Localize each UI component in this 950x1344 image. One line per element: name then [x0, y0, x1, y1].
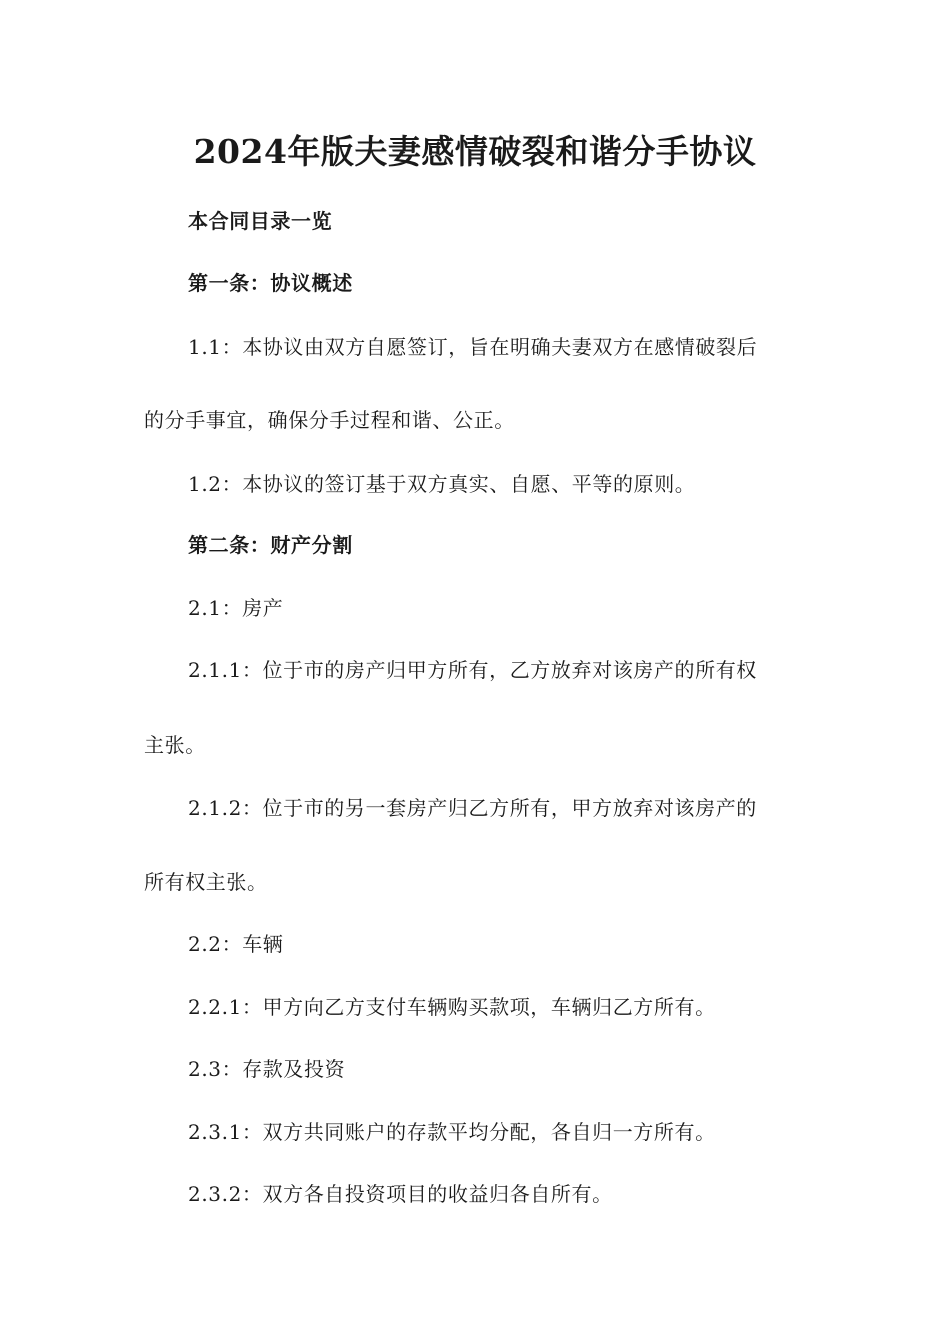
toc-heading: 本合同目录一览 [188, 209, 333, 233]
document-title: 2024年版夫妻感情破裂和谐分手协议 [193, 132, 757, 171]
clause-2-3-1: 2.3.1：双方共同账户的存款平均分配，各自归一方所有。 [188, 1120, 716, 1144]
clause-1-1-line-2: 的分手事宜，确保分手过程和谐、公正。 [144, 408, 515, 432]
clause-2-3-2: 2.3.2：双方各自投资项目的收益归各自所有。 [188, 1182, 613, 1206]
clause-2-1-2-line-1: 2.1.2：位于市的另一套房产归乙方所有，甲方放弃对该房产的 [188, 796, 757, 820]
clause-2-3: 2.3：存款及投资 [188, 1057, 346, 1081]
clause-2-2: 2.2：车辆 [188, 932, 284, 956]
article-2-heading: 第二条：财产分割 [188, 533, 353, 557]
clause-1-2: 1.2：本协议的签订基于双方真实、自愿、平等的原则。 [188, 472, 696, 496]
clause-2-1-1-line-1: 2.1.1：位于市的房产归甲方所有，乙方放弃对该房产的所有权 [188, 658, 757, 682]
clause-2-1-1-line-2: 主张。 [144, 733, 206, 757]
clause-1-1-line-1: 1.1：本协议由双方自愿签订，旨在明确夫妻双方在感情破裂后 [188, 335, 758, 359]
clause-2-2-1: 2.2.1：甲方向乙方支付车辆购买款项，车辆归乙方所有。 [188, 995, 716, 1019]
clause-2-1-2-line-2: 所有权主张。 [144, 870, 268, 894]
article-1-heading: 第一条：协议概述 [188, 271, 353, 295]
clause-2-1: 2.1：房产 [188, 596, 284, 620]
